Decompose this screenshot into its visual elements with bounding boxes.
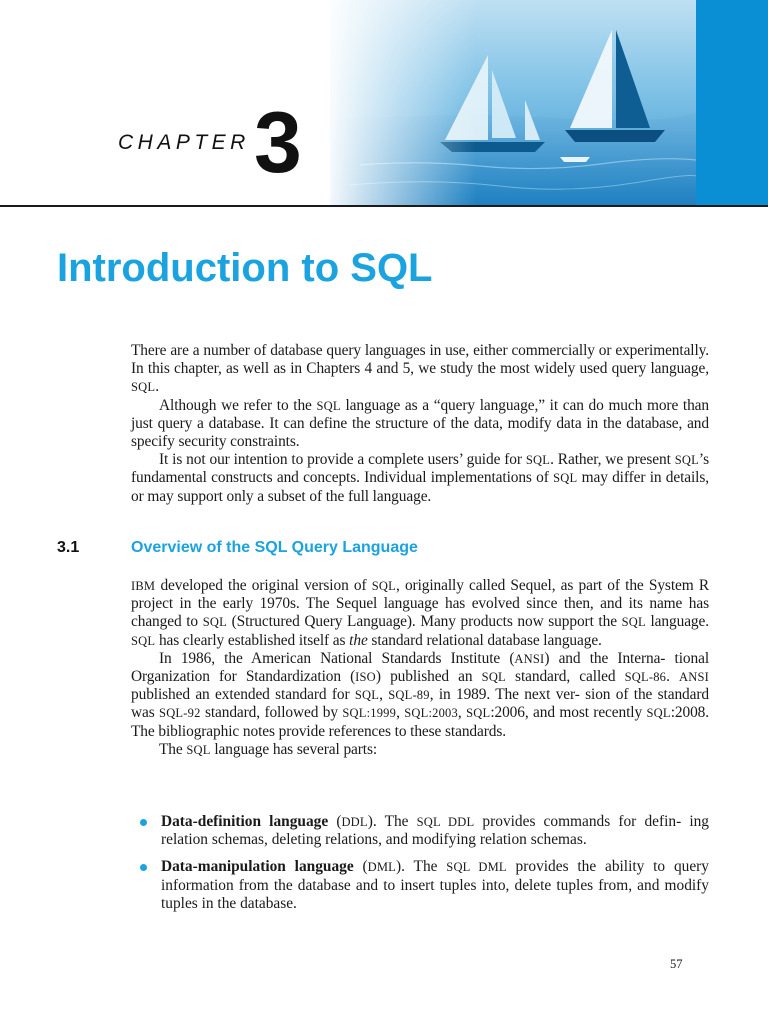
acronym: SQL — [354, 688, 380, 703]
page-number: 57 — [670, 957, 683, 971]
text-run: provides commands for defin- ing relation schemas, deleting relations, and modifying relation schemas. — [161, 813, 709, 849]
acronym: DDL — [341, 815, 368, 829]
text-run: ( — [353, 858, 368, 876]
text-run: :2008. The bibliographic notes provide references to these standards. — [131, 704, 710, 740]
acronym: SQL — [371, 579, 396, 593]
text-run: may differ in details, or may support only a subset of the full language. — [131, 469, 709, 505]
acronym: SQL — [553, 471, 578, 486]
section-paragraph-1 — [131, 577, 709, 650]
text-run: ’s fundamental constructs and concepts. Individual implementations of — [131, 451, 709, 487]
section-number: 3.1 — [57, 539, 80, 556]
acronym: SQL — [621, 615, 646, 630]
acronym: SQL-92 — [159, 706, 201, 721]
text-run: provides the ability to query information from the database and to insert tuples into, delete tuples from, and modify tuples in the database. — [161, 858, 709, 912]
chapter-banner — [0, 0, 768, 207]
acronym: SQL — [131, 380, 156, 395]
text-run: . Rather, we present — [550, 451, 675, 469]
chapter-title: Introduction to SQL — [57, 246, 433, 290]
text-run: , — [457, 704, 467, 722]
chapter-label: CHAPTER — [118, 131, 250, 154]
section-paragraph-3 — [131, 741, 709, 759]
acronym: ANSI — [679, 670, 709, 685]
list-item — [131, 813, 709, 849]
text-run: , — [396, 704, 405, 722]
bullet-icon — [140, 819, 147, 826]
acronym: SQL — [674, 453, 699, 468]
acronym: SQL:2003 — [404, 706, 458, 721]
text-run: ( — [328, 813, 342, 830]
text-run: :2006, and most recently — [490, 704, 647, 722]
acronym: SQL — [466, 706, 491, 721]
sailboats-photo — [0, 0, 768, 207]
acronym: SQL — [202, 615, 227, 630]
chapter-number: 3 — [254, 95, 302, 191]
acronym: DML — [367, 860, 397, 875]
emphasis: the — [349, 631, 368, 649]
text-run: ). The — [367, 813, 417, 830]
text-run: . — [155, 378, 159, 396]
acronym: ISO — [355, 670, 376, 685]
text-run: language has several parts: — [210, 740, 378, 758]
text-run: language. — [645, 613, 709, 631]
text-run: developed the original version of — [155, 577, 372, 594]
acronym: SQL — [131, 633, 156, 648]
text-run: published an extended standard for — [131, 686, 355, 704]
text-run: standard, followed by — [200, 704, 343, 722]
acronym: SQL DDL — [416, 815, 475, 829]
acronym: SQL-89 — [388, 688, 430, 703]
acronym: ANSI — [514, 651, 545, 666]
text-run: language as a “query language,” it can do much more than just query a database. It can define the structure of the data, modify data in the database, and specify security constraints. — [131, 396, 709, 451]
bullet-icon — [140, 864, 147, 871]
acronym: SQL — [186, 742, 211, 757]
text-run: , in 1989. The next ver- sion of the standard was — [131, 686, 709, 722]
term: Data-manipulation language — [161, 858, 354, 876]
acronym: IBM — [131, 579, 156, 593]
text-run: (Structured Query Language). Many products now support the — [226, 613, 622, 631]
text-run: , — [379, 686, 389, 704]
section-paragraph-2 — [131, 650, 709, 741]
acronym: SQL DML — [446, 860, 507, 875]
acronym: SQL — [525, 453, 551, 468]
text-run: . — [666, 668, 680, 686]
text-run: There are a number of database query languages in use, either commercially or experimentally. In this chapter, as well as in Chapters 4 and 5, we study the most widely used query language, — [131, 342, 709, 378]
acronym: SQL — [646, 706, 671, 721]
acronym: SQL:1999 — [342, 706, 397, 721]
banner-divider — [0, 205, 768, 207]
acronym: SQL — [316, 398, 341, 413]
text-run: ) published an — [375, 668, 482, 686]
acronym: SQL — [481, 670, 506, 685]
list-item — [131, 858, 709, 913]
text-run: ). The — [396, 858, 447, 876]
text-run: standard, called — [505, 668, 625, 686]
intro-paragraph-3 — [131, 451, 709, 506]
text-run: standard relational database language. — [367, 631, 602, 649]
text-run: has clearly established itself as — [155, 631, 350, 649]
bullet-list — [131, 813, 709, 922]
text-run: The — [159, 740, 187, 758]
section-text — [131, 577, 709, 759]
text-run: , originally called Sequel, as part of the System R project in the early 1970s. The Sequel language has evolved since then, and its name has changed to — [131, 577, 709, 631]
text-run: In 1986, the American National Standards Institute ( — [159, 649, 515, 667]
text-run: Although we refer to the — [159, 396, 317, 414]
text-run: ) and the Interna- tional Organization for Standardization ( — [131, 649, 709, 686]
text-run: It is not our intention to provide a complete users’ guide for — [159, 451, 526, 469]
acronym: SQL-86 — [624, 670, 667, 685]
term: Data-definition language — [161, 813, 329, 830]
intro-paragraph-1 — [131, 342, 709, 397]
intro-paragraph-2 — [131, 397, 709, 452]
intro-text — [131, 342, 709, 506]
section-title: Overview of the SQL Query Language — [131, 539, 418, 556]
